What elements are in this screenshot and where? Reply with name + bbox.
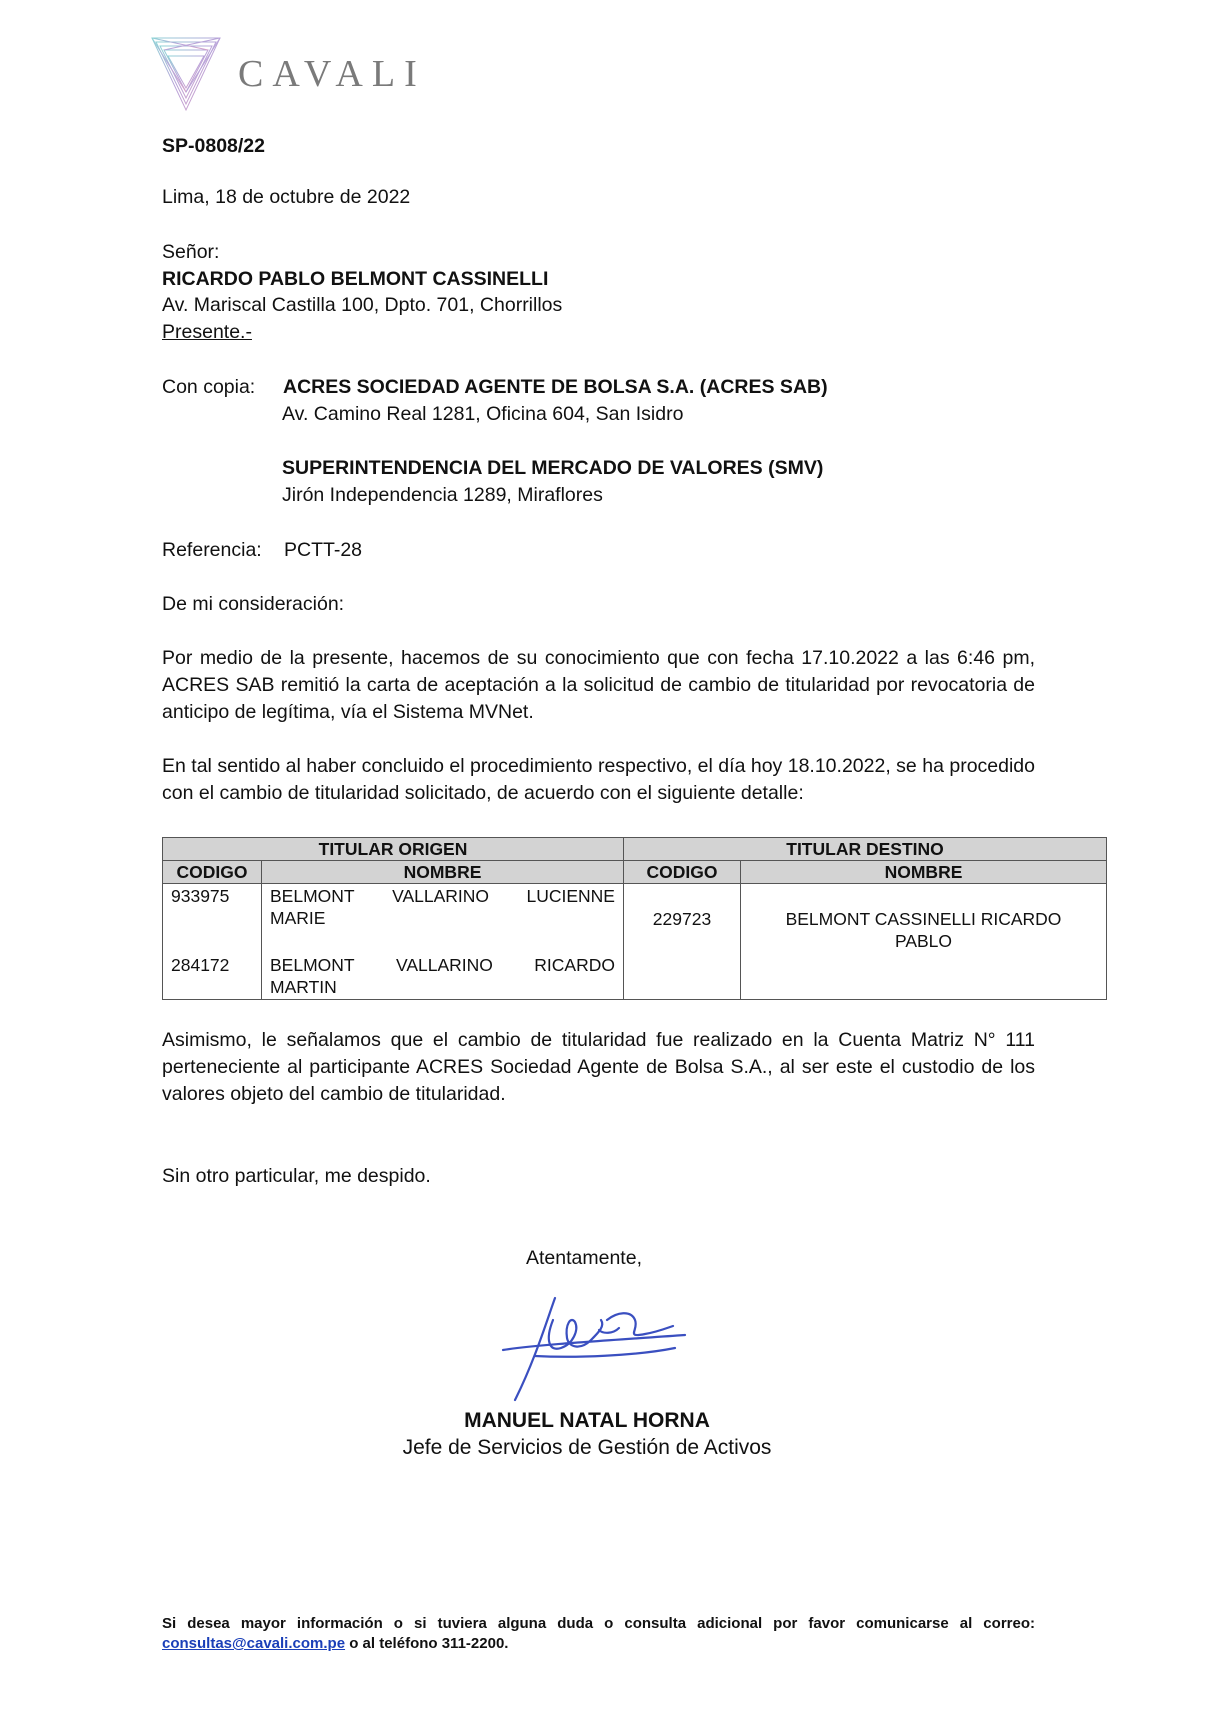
- regards-line: Atentamente,: [526, 1247, 642, 1269]
- signer-role: Jefe de Servicios de Gestión de Activos: [402, 1436, 772, 1459]
- name-word: VALLARINO: [392, 886, 490, 906]
- paragraph-2: En tal sentido al haber concluido el procedimiento respectivo, el día hoy 18.10.2022, se ha procedido con el cambio de titularidad solicitado, de acuerdo con el siguiente detalle:: [162, 755, 1035, 804]
- cavali-logo-icon: [148, 32, 224, 112]
- presente-label: Presente.-: [162, 321, 252, 343]
- footer-phone-text: o al teléfono 311-2200.: [345, 1635, 509, 1652]
- paragraph-1: Por medio de la presente, hacemos de su conocimiento que con fecha 17.10.2022 a las 6:46 pm, ACRES SAB remitió la carta de aceptación a la solicitud de cambio de titularidad por revocatoria de anticipo de legítima, vía el Sistema MVNet.: [162, 647, 1035, 723]
- dest-name-line-2: PABLO: [894, 931, 953, 951]
- cc-name-smv: SUPERINTENDENCIA DEL MERCADO DE VALORES (SMV): [282, 457, 824, 479]
- name-word: BELMONT: [270, 955, 355, 975]
- handwritten-signature: [495, 1290, 695, 1405]
- cc-name-acres: ACRES SOCIEDAD AGENTE DE BOLSA S.A. (ACRES SAB): [283, 376, 828, 398]
- origin-code-cell: 284172: [163, 930, 262, 1000]
- name-word: LUCIENNE: [526, 886, 615, 906]
- destination-header: TITULAR DESTINO: [624, 838, 1107, 861]
- ownership-change-table: [162, 837, 1107, 1000]
- recipient-name: RICARDO PABLO BELMONT CASSINELLI: [162, 268, 549, 290]
- document-reference-code: SP-0808/22: [162, 135, 265, 157]
- dest-name-cell: [741, 884, 1107, 1000]
- origin-code-cell: 933975: [163, 884, 262, 931]
- footer-contact: [162, 1614, 1035, 1654]
- name-word: RICARDO: [534, 955, 615, 975]
- contact-email-link[interactable]: consultas@cavali.com.pe: [162, 1635, 346, 1652]
- closing-line: Sin otro particular, me despido.: [162, 1165, 431, 1187]
- date-line: Lima, 18 de octubre de 2022: [162, 186, 411, 208]
- name-rest: MARIE: [270, 908, 326, 928]
- recipient-address: Av. Mariscal Castilla 100, Dpto. 701, Chorrillos: [162, 294, 563, 316]
- name-word: BELMONT: [270, 886, 355, 906]
- table-row: [163, 884, 1107, 931]
- dest-code-header: CODIGO: [624, 861, 741, 884]
- origin-code-header: CODIGO: [163, 861, 262, 884]
- dest-code-cell: 229723: [624, 884, 741, 1000]
- footer-text: Si desea mayor información o si tuviera alguna duda o consulta adicional por favor comunicarse al correo:: [162, 1615, 1035, 1632]
- name-rest: MARTIN: [270, 977, 337, 997]
- cc-address-smv: Jirón Independencia 1289, Miraflores: [282, 484, 603, 506]
- origin-header: TITULAR ORIGEN: [163, 838, 624, 861]
- greeting: De mi consideración:: [162, 593, 345, 615]
- paragraph-3: Asimismo, le señalamos que el cambio de titularidad fue realizado en la Cuenta Matriz N° 111 perteneciente al participante ACRES Sociedad Agente de Bolsa S.A., al ser este el custodio de los valores objeto del cambio de titularidad.: [162, 1029, 1035, 1105]
- origin-name-cell: [262, 930, 624, 1000]
- dest-name-line-1: BELMONT CASSINELLI RICARDO: [785, 909, 1062, 929]
- cavali-logo: [148, 32, 448, 112]
- reference-value: PCTT-28: [284, 539, 363, 561]
- signer-name: MANUEL NATAL HORNA: [464, 1409, 710, 1432]
- origin-name-cell: [262, 884, 624, 931]
- name-word: VALLARINO: [395, 955, 493, 975]
- reference-label: Referencia:: [162, 539, 262, 561]
- cc-label: Con copia:: [162, 376, 256, 398]
- cc-address-acres: Av. Camino Real 1281, Oficina 604, San Isidro: [282, 403, 684, 425]
- salutation-to: Señor:: [162, 241, 220, 263]
- logo-wordmark: CAVALI: [238, 53, 426, 95]
- dest-name-header: NOMBRE: [741, 861, 1107, 884]
- origin-name-header: NOMBRE: [262, 861, 624, 884]
